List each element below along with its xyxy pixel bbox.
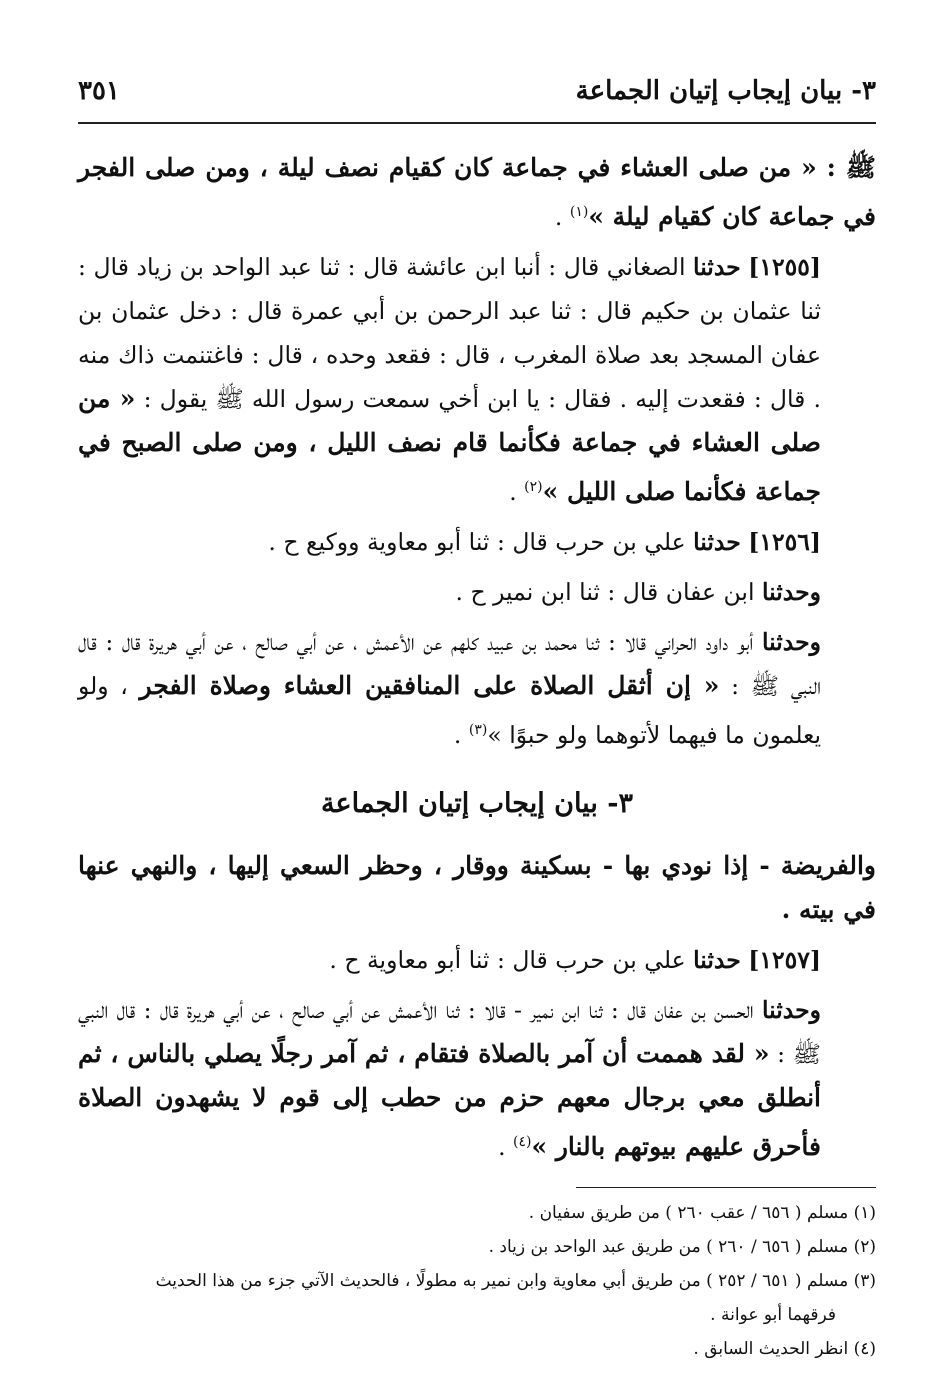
hadith-text: « من صلى العشاء في جماعة فكأنما قام نصف الليل ، ومن صلى الصبح في جماعة فكأنما صلى الليل » — [78, 383, 821, 506]
chain-text: أبو داود الحراني قالا : ثنا محمد بن عبيد كلهم عن الأعمش ، عن أبي صالح ، عن أبي هريرة قال : قال النبي ﷺ : — [78, 627, 821, 700]
footnote-ref: (٢) — [524, 478, 543, 495]
paragraph-end: . — [509, 477, 525, 506]
chain-text: علي بن حرب قال : ثنا أبو معاوية ح . — [329, 946, 694, 975]
page-number: ٣٥١ — [78, 76, 120, 106]
hadith-number: [١٢٥٦] — [748, 527, 821, 556]
chain-lead: وحدثنا — [761, 996, 821, 1025]
hadith-1256 — [78, 520, 876, 564]
page-header — [78, 70, 876, 124]
chain-paragraph — [78, 620, 876, 757]
book-page — [78, 70, 876, 1366]
paragraph-end: . — [554, 202, 570, 231]
footnote-ref: (١) — [569, 204, 589, 220]
hadith-text: ﷺ : « من صلى العشاء في جماعة كان كقيام نصف ليلة ، ومن صلى الفجر في جماعة كان كقيام ليلة » — [78, 153, 876, 231]
paragraph-end: . — [498, 1133, 514, 1162]
footnote-4: (٤) انظر الحديث السابق . — [693, 1339, 876, 1360]
hadith-number: [١٢٥٧] — [748, 946, 821, 975]
hadith-text: « إن أثقل الصلاة على المنافقين العشاء وصلاة الفجر — [139, 670, 720, 700]
chain-lead: حدثنا — [693, 527, 741, 556]
page-body — [78, 146, 876, 1169]
chain-paragraph — [78, 988, 876, 1169]
footnote-1: (١) مسلم ( ٦٥٦ / عقب ٢٦٠ ) من طريق سفيان . — [528, 1203, 876, 1224]
footnotes — [78, 1196, 876, 1366]
paragraph-end: . — [453, 720, 469, 749]
section-title: ٣- بيان إيجاب إتيان الجماعة — [321, 788, 633, 820]
footnote-ref: (٤) — [513, 1134, 532, 1151]
chain-paragraph — [78, 570, 876, 614]
chain-lead: حدثنا — [693, 946, 741, 975]
footnote-divider — [576, 1187, 876, 1188]
chain-text: علي بن حرب قال : ثنا أبو معاوية ووكيع ح . — [268, 527, 694, 556]
hadith-1255 — [78, 245, 876, 514]
paragraph-1 — [78, 146, 876, 239]
hadith-text: « لقد هممت أن آمر بالصلاة فتقام ، ثم آمر رجلًا يصلي بالناس ، ثم أنطلق معي برجال معهم حزم من حطب إلى قوم لا يشهدون الصلاة فأحرق عليهم بيوتهم بالنار » — [78, 1039, 821, 1162]
footnote-3-continued: فرقهما أبو عوانة . — [710, 1305, 836, 1326]
running-title: ٣- بيان إيجاب إتيان الجماعة — [575, 76, 876, 106]
chain-lead: وحدثنا — [761, 577, 821, 606]
footnote-2: (٢) مسلم ( ٦٥٦ / ٢٦٠ ) من طريق عبد الواحد بن زياد . — [488, 1237, 876, 1258]
footnote-ref: (٣) — [468, 721, 488, 738]
hadith-number: [١٢٥٥] — [748, 252, 821, 281]
chain-lead: وحدثنا — [761, 627, 821, 656]
hadith-text-cont: ، ولو يعلمون ما فيهما لأتوهما ولو حبوًا » — [78, 671, 821, 749]
hadith-1257 — [78, 938, 876, 982]
chain-lead: حدثنا — [693, 252, 741, 281]
chain-text: الحسن بن عفان قال : ثنا ابن نمير - قالا : ثنا الأعمش عن أبي صالح ، عن أبي هريرة قال : قال النبي ﷺ : — [78, 996, 821, 1069]
section-subtitle: والفريضة - إذا نودي بها - بسكينة ووقار ، وحظر السعي إليها ، والنهي عنها في بيته . — [78, 851, 876, 925]
chain-text: ابن عفان قال : ثنا ابن نمير ح . — [455, 577, 762, 606]
footnote-3: (٣) مسلم ( ٦٥١ / ٢٥٢ ) من طريق أبي معاوية وابن نمير به مطولًا ، فالحديث الآتي جزء من هذا الحديث — [155, 1271, 876, 1292]
chain-text: الصغاني قال : أنبا ابن عائشة قال : ثنا عبد الواحد بن زياد قال : ثنا عثمان بن حكيم قال : ثنا عبد الرحمن بن أبي عمرة قال : دخل عثمان بن عفان المسجد بعد صلاة المغرب ، قال : فقعد وحده ، قال : فاغتنمت ذاك منه . قال : فقعدت إليه . فقال : يا ابن أخي سمعت رسول الله ﷺ يقول : — [78, 252, 821, 413]
